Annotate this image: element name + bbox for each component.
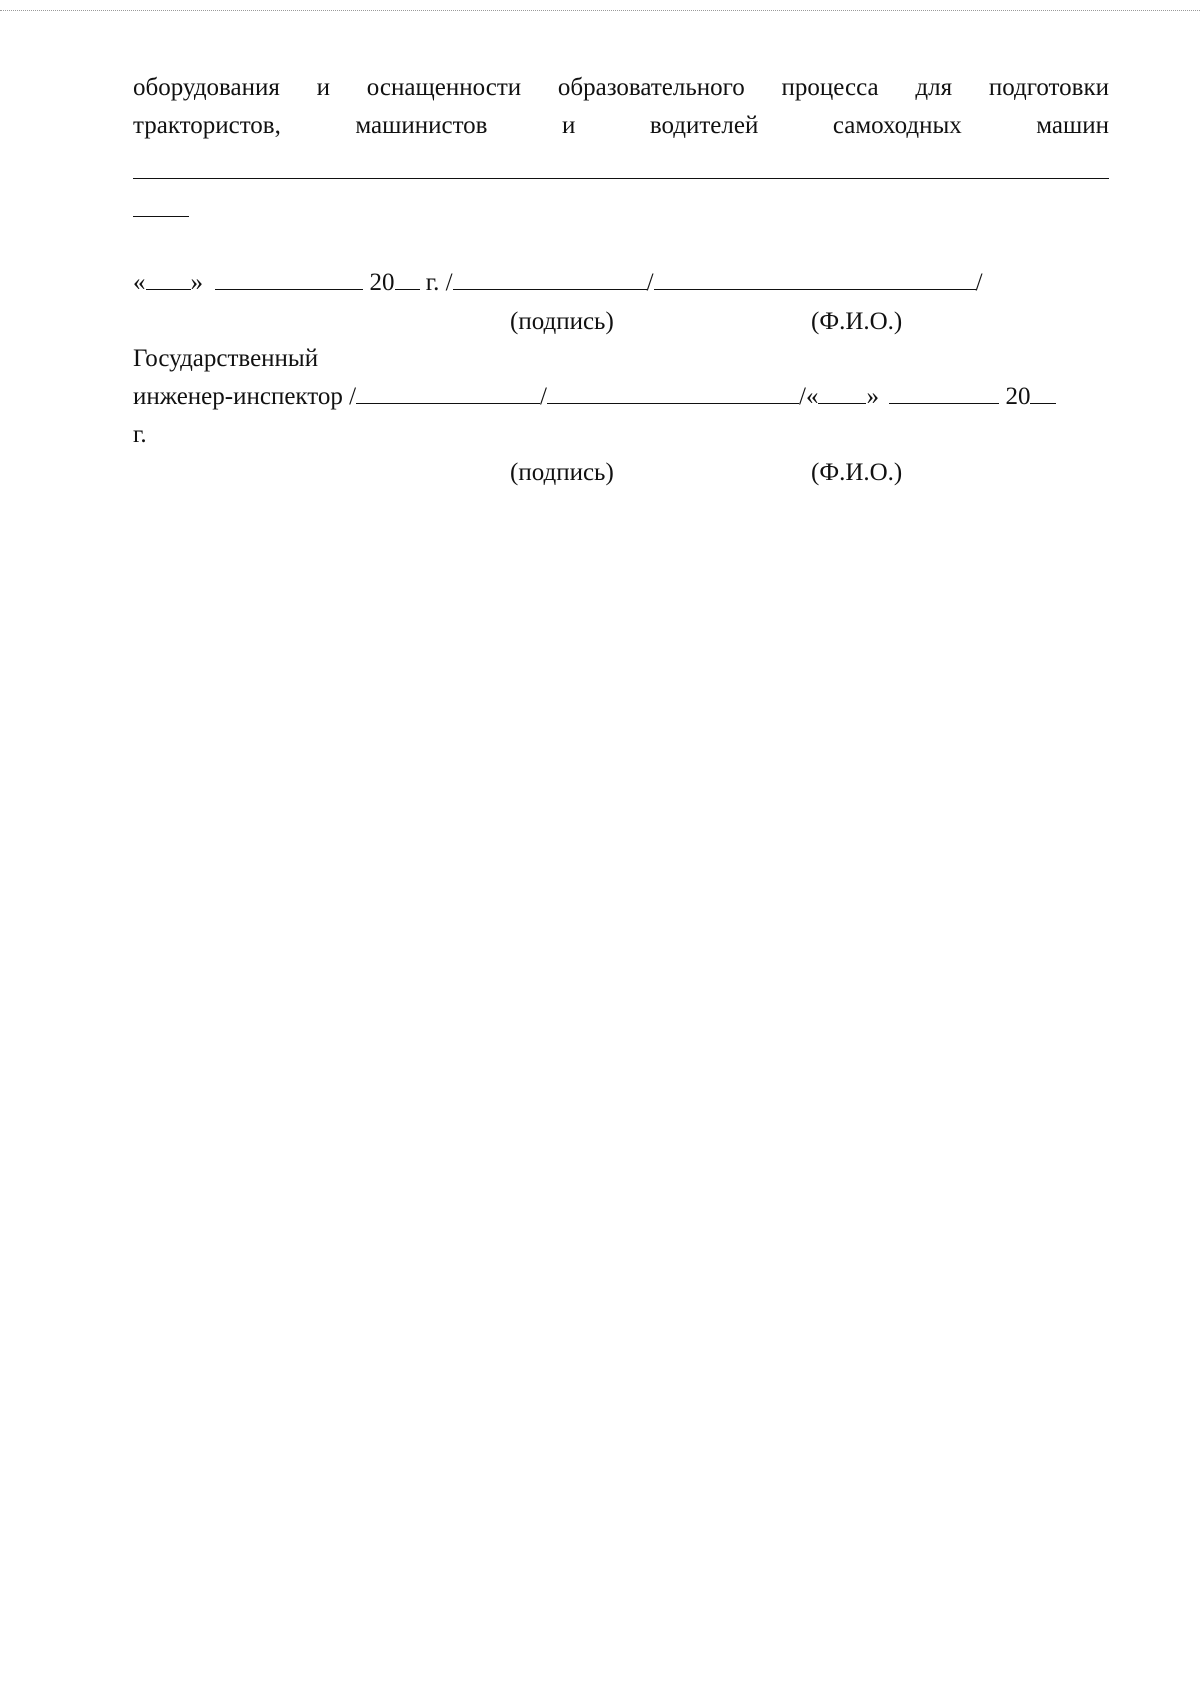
inspector-fio-blank[interactable]	[547, 379, 799, 404]
word: оборудования	[133, 74, 280, 101]
month-blank[interactable]	[215, 265, 363, 290]
caption-fio: (Ф.И.О.)	[811, 308, 903, 335]
word: и	[316, 74, 331, 101]
inspector-title: Государственный	[133, 345, 319, 372]
word: подготовки	[988, 74, 1109, 101]
year-prefix: 20	[1005, 383, 1031, 410]
caption-signature: (подпись)	[510, 308, 614, 335]
fio-blank[interactable]	[654, 265, 976, 290]
year-blank[interactable]	[395, 265, 420, 290]
word: для	[915, 74, 953, 101]
inspector-year-blank[interactable]	[1030, 379, 1056, 404]
date-signature-row	[133, 264, 983, 302]
word: машинистов	[355, 112, 488, 139]
paragraph-line-1	[133, 69, 1109, 107]
inspector-year-unit: г.	[133, 421, 147, 448]
inspector-label: инженер-инспектор /	[133, 383, 357, 410]
scan-edge-line	[0, 10, 1200, 11]
quote-close: »	[190, 269, 203, 296]
slash-quote: /«	[799, 383, 819, 410]
caption-fio-2: (Ф.И.О.)	[811, 459, 903, 486]
slash: /	[540, 383, 547, 410]
paragraph-line-2	[133, 107, 1109, 145]
word: образовательного	[557, 74, 745, 101]
inspector-day-blank[interactable]	[818, 379, 866, 404]
word: оснащенности	[366, 74, 522, 101]
slash-end: /	[975, 269, 983, 296]
quote-open: «	[133, 269, 146, 296]
fill-in-line[interactable]	[133, 178, 1109, 179]
word: водителей	[649, 112, 759, 139]
quote-close: »	[866, 383, 879, 410]
day-blank[interactable]	[146, 265, 191, 290]
year-suffix: г. /	[425, 269, 453, 296]
inspector-signature-row	[133, 378, 1056, 416]
word: трактористов,	[133, 112, 281, 139]
word: и	[561, 112, 576, 139]
signature-blank[interactable]	[453, 265, 647, 290]
inspector-month-blank[interactable]	[889, 379, 999, 404]
word: машин	[1036, 112, 1109, 139]
word: самоходных	[832, 112, 962, 139]
slash: /	[646, 269, 654, 296]
year-prefix: 20	[369, 269, 395, 296]
inspector-signature-blank[interactable]	[356, 379, 540, 404]
caption-signature-2: (подпись)	[510, 459, 614, 486]
fill-in-line-continuation[interactable]	[133, 216, 189, 217]
word: процесса	[781, 74, 879, 101]
